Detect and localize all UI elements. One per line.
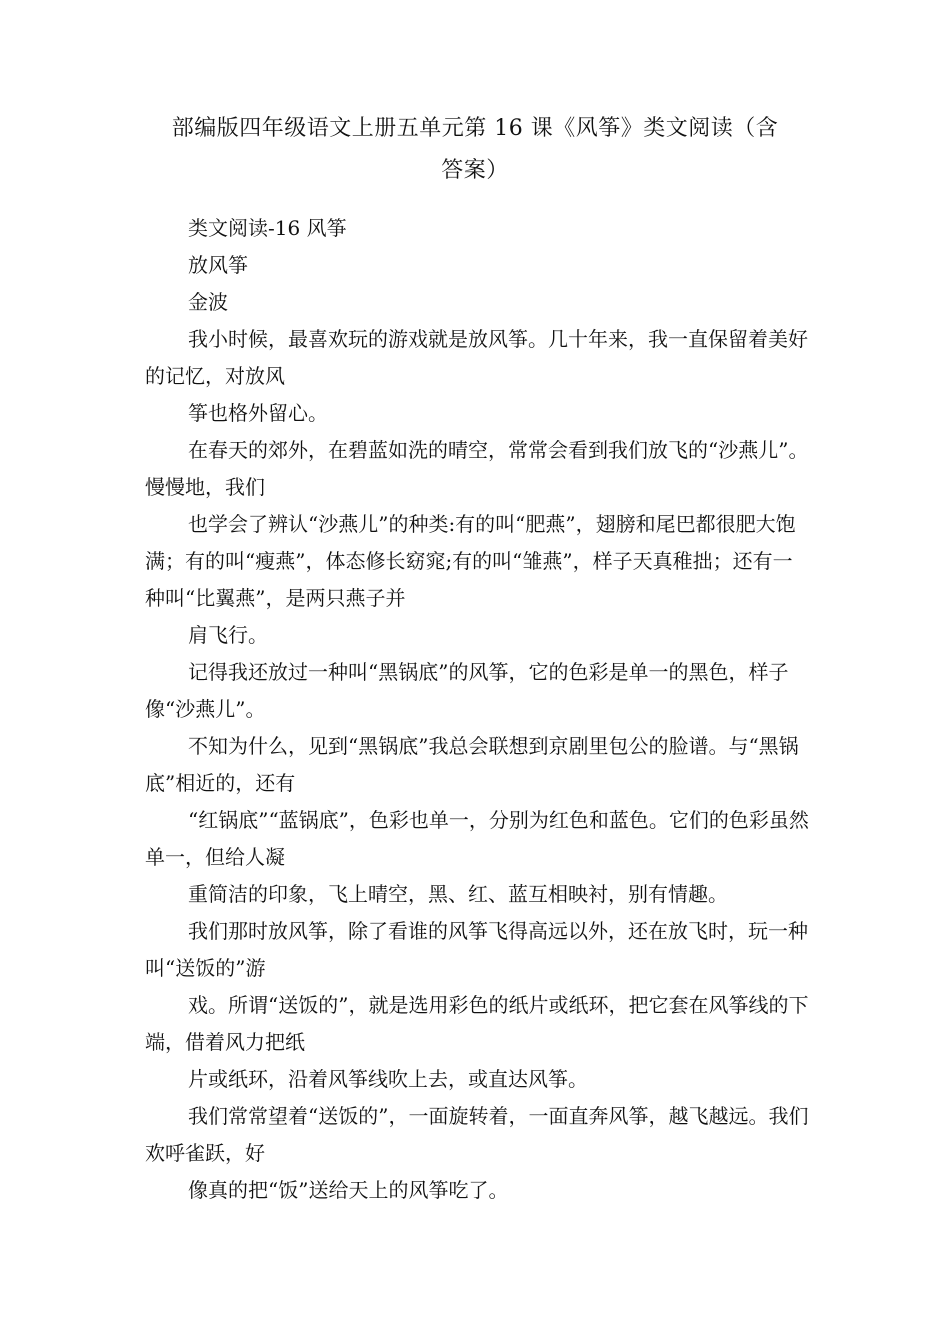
paragraph: 像真的把“饭”送给天上的风筝吃了。 xyxy=(188,1178,509,1202)
title-line-1: 部编版四年级语文上册五单元第 16 课《风筝》类文阅读（含 xyxy=(171,116,779,141)
paragraph: 筝也格外留心。 xyxy=(188,401,328,425)
document-title xyxy=(120,108,830,192)
paragraph: 我们那时放风筝，除了看谁的风筝飞得高远以外，还在放飞时，玩一种叫“送饭的”游 xyxy=(145,919,808,980)
paragraph: 在春天的郊外，在碧蓝如洗的晴空，常常会看到我们放飞的“沙燕儿”。慢慢地，我们 xyxy=(145,438,809,499)
paragraph: 片或纸环，沿着风筝线吹上去，或直达风筝。 xyxy=(188,1067,588,1091)
paragraph: 类文阅读-16 风筝 xyxy=(188,216,347,240)
paragraph: 记得我还放过一种叫“黑锅底”的风筝，它的色彩是单一的黑色，样子像“沙燕儿”。 xyxy=(145,660,789,721)
paragraph: “红锅底”“蓝锅底”，色彩也单一，分别为红色和蓝色。它们的色彩虽然单一，但给人凝 xyxy=(145,808,809,869)
paragraph: 戏。所谓“送饭的”，就是选用彩色的纸片或纸环，把它套在风筝线的下端，借着风力把纸 xyxy=(145,993,809,1054)
paragraph: 我们常常望着“送饭的”，一面旋转着，一面直奔风筝，越飞越远。我们欢呼雀跃，好 xyxy=(145,1104,809,1165)
paragraph: 不知为什么，见到“黑锅底”我总会联想到京剧里包公的脸谱。与“黑锅底”相近的，还有 xyxy=(145,734,799,795)
paragraph: 也学会了辨认“沙燕儿”的种类:有的叫“肥燕”，翅膀和尾巴都很肥大饱满；有的叫“瘦燕”，体态修长窈窕;有的叫“雏燕”，样子天真稚拙；还有一种叫“比翼燕”，是两只燕子并 xyxy=(145,512,796,610)
paragraph: 肩飞行。 xyxy=(188,623,268,647)
paragraph: 放风筝 xyxy=(188,253,248,277)
paragraph: 金波 xyxy=(188,290,228,314)
title-line-2: 答案） xyxy=(441,158,509,183)
document-body xyxy=(145,210,810,1209)
paragraph: 重简洁的印象，飞上晴空，黑、红、蓝互相映衬，别有情趣。 xyxy=(188,882,728,906)
paragraph: 我小时候，最喜欢玩的游戏就是放风筝。几十年来，我一直保留着美好的记忆，对放风 xyxy=(145,327,808,388)
